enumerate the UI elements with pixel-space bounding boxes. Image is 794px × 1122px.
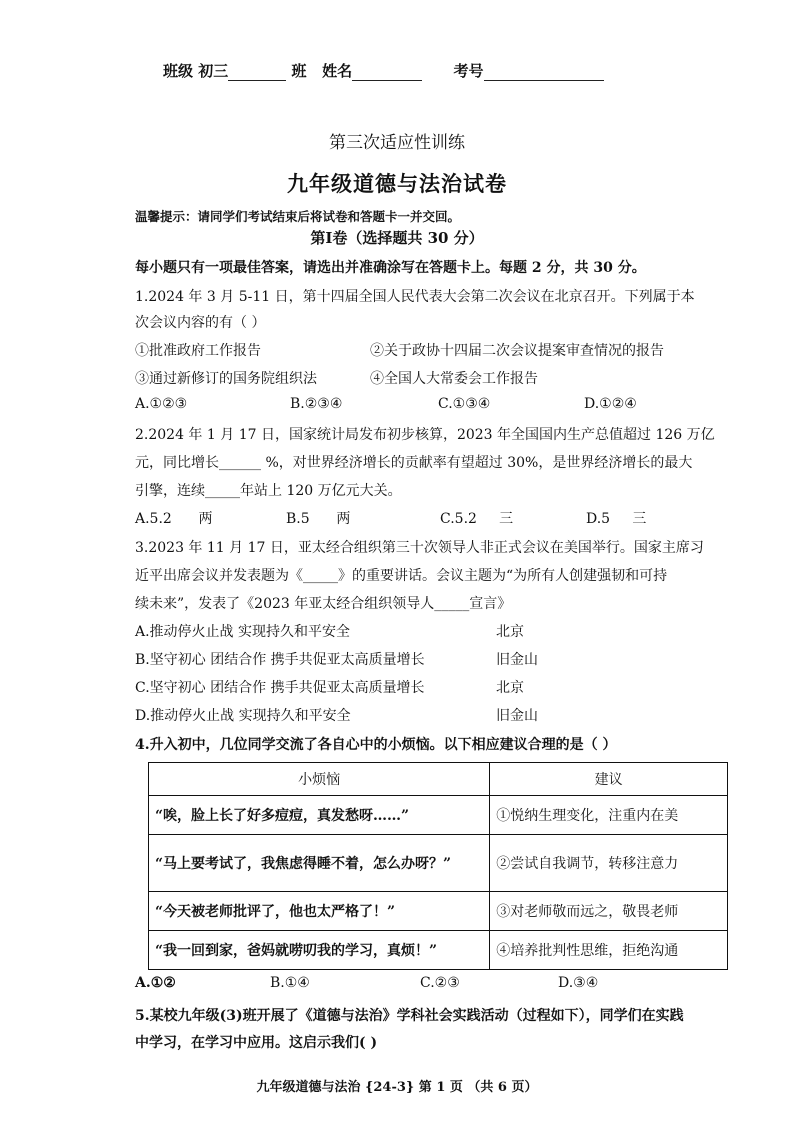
instructions: 每小题只有一项最佳答案，请选出并准确涂写在答题卡上。每题 2 分，共 30 分。 <box>135 260 646 276</box>
table-cell: ④培养批判性思维，拒绝沟通 <box>490 931 728 970</box>
q3-option-d-place: 旧金山 <box>496 708 538 724</box>
q1-option-d: D.①②④ <box>584 396 637 412</box>
q2-line1: 2.2024 年 1 月 17 日，国家统计局发布初步核算，2023 年全国国内生产总值超过 126 万亿 <box>135 427 715 443</box>
class-suffix: 班 <box>291 62 307 80</box>
table-cell: “我一回到家，爸妈就唠叨我的学习，真烦！” <box>149 931 490 970</box>
q4-table <box>148 762 728 970</box>
class-blank[interactable] <box>228 66 286 81</box>
number-label: 考号 <box>453 62 484 80</box>
q4-option-a: A.①② <box>135 975 176 991</box>
q2-option-d: D.5 三 <box>586 511 647 527</box>
tip-text: 温馨提示：请同学们考试结束后将试卷和答题卡一并交回。 <box>135 209 461 224</box>
q2-option-b: B.5 两 <box>286 511 351 527</box>
class-label: 班级 初三 <box>163 62 229 80</box>
table-cell: “唉，脸上长了好多痘痘，真发愁呀……” <box>149 796 490 835</box>
table-row <box>149 892 728 931</box>
student-info-header <box>163 60 604 81</box>
page-footer: 九年级道德与法治 {24-3} 第 1 页 （共 6 页） <box>256 1080 538 1095</box>
q2-option-c: C.5.2 三 <box>440 511 514 527</box>
table-cell: “今天被老师批评了，他也太严格了！” <box>149 892 490 931</box>
q3-option-b-place: 旧金山 <box>496 652 538 668</box>
q1-line2: 次会议内容的有（ ） <box>135 315 266 331</box>
table-row <box>149 796 728 835</box>
q4-option-c: C.②③ <box>420 975 460 991</box>
q1-option-a: A.①②③ <box>135 396 188 412</box>
number-blank[interactable] <box>484 66 604 81</box>
q1-item2: ②关于政协十四届二次会议提案审查情况的报告 <box>370 343 664 359</box>
q3-option-a-place: 北京 <box>496 624 524 640</box>
q2-option-a: A.5.2 两 <box>135 511 213 527</box>
table-row <box>149 835 728 892</box>
table-cell: “马上要考试了，我焦虑得睡不着，怎么办呀？” <box>149 835 490 892</box>
q4-option-b: B.①④ <box>270 975 310 991</box>
q1-option-c: C.①③④ <box>438 396 491 412</box>
q3-line2: 近平出席会议并发表题为《_____》的重要讲话。会议主题为“为所有人创建强韧和可持 <box>135 568 668 584</box>
table-header: 小烦恼 <box>149 763 490 796</box>
name-label: 姓名 <box>322 62 353 80</box>
table-row <box>149 931 728 970</box>
q3-line1: 3.2023 年 11 月 17 日，亚太经合组织第三十次领导人非正式会议在美国举行。国家主席习 <box>135 540 704 556</box>
q5-line1: 5.某校九年级(3)班开展了《道德与法治》学科社会实践活动（过程如下），同学们在实践 <box>135 1008 684 1024</box>
table-header-row <box>149 763 728 796</box>
q1-item3: ③通过新修订的国务院组织法 <box>135 371 317 387</box>
q1-line1: 1.2024 年 3 月 5-11 日，第十四届全国人民代表大会第二次会议在北京召开。下列属于本 <box>135 289 695 305</box>
q4-stem: 4.升入初中，几位同学交流了各自心中的小烦恼。以下相应建议合理的是（ ） <box>135 737 617 753</box>
q4-option-d: D.③④ <box>558 975 599 991</box>
q5-line2: 中学习，在学习中应用。这启示我们( ) <box>135 1035 378 1051</box>
table-cell: ③对老师敬而远之，敬畏老师 <box>490 892 728 931</box>
table-cell: ②尝试自我调节，转移注意力 <box>490 835 728 892</box>
q3-option-d: D.推动停火止战 实现持久和平安全 <box>135 708 351 724</box>
q2-line3: 引擎，连续_____年站上 120 万亿元大关。 <box>135 483 402 499</box>
name-blank[interactable] <box>352 66 422 81</box>
q3-option-a: A.推动停火止战 实现持久和平安全 <box>135 624 351 640</box>
table-cell: ①悦纳生理变化，注重内在美 <box>490 796 728 835</box>
q2-line2: 元，同比增长______ %，对世界经济增长的贡献率有望超过 30%，是世界经济增长的最大 <box>135 455 693 471</box>
q3-option-b: B.坚守初心 团结合作 携手共促亚太高质量增长 <box>135 652 425 668</box>
exam-title: 九年级道德与法治试卷 <box>287 171 507 196</box>
exam-subtitle: 第三次适应性训练 <box>329 133 465 153</box>
q3-option-c: C.坚守初心 团结合作 携手共促亚太高质量增长 <box>135 680 425 696</box>
table-header: 建议 <box>490 763 728 796</box>
q3-line3: 续未来”，发表了《2023 年亚太经合组织领导人_____宣言》 <box>135 596 512 612</box>
part-title: 第Ⅰ卷（选择题共 30 分） <box>310 229 484 247</box>
q3-option-c-place: 北京 <box>496 680 524 696</box>
q1-item4: ④全国人大常委会工作报告 <box>370 371 538 387</box>
q1-item1: ①批准政府工作报告 <box>135 343 261 359</box>
q1-option-b: B.②③④ <box>290 396 343 412</box>
